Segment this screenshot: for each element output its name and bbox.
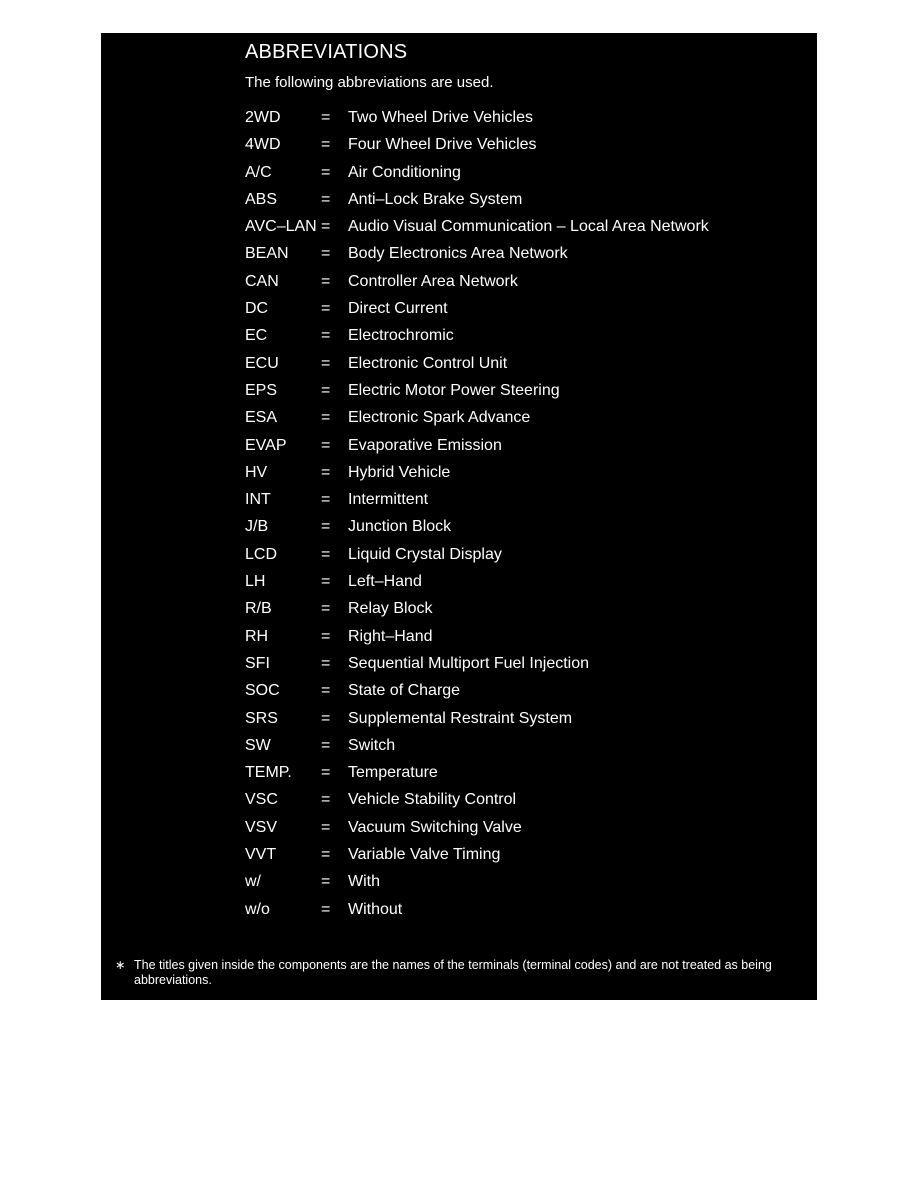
equals-sign: = (321, 573, 331, 591)
abbreviation-term: SOC (245, 682, 280, 700)
abbreviation-meaning: Temperature (348, 764, 438, 782)
abbreviation-meaning: Electronic Spark Advance (348, 409, 531, 427)
abbreviation-meaning: Without (348, 900, 403, 918)
equals-sign: = (321, 109, 331, 126)
abbreviation-term: ESA (245, 409, 278, 427)
equals-sign: = (321, 764, 331, 782)
equals-sign: = (321, 818, 331, 836)
abbreviation-term: w/o (245, 900, 270, 918)
abbreviation-meaning: Variable Valve Timing (348, 846, 501, 864)
abbreviation-meaning: Junction Block (348, 518, 452, 536)
equals-sign: = (321, 436, 331, 454)
abbreviation-term: RH (245, 627, 269, 645)
footnote-text: The titles given inside the components are the names of the terminals (terminal codes) and are not treated as being abbreviations. (134, 958, 772, 987)
abbreviation-term: VVT (245, 846, 277, 864)
equals-sign: = (321, 300, 331, 318)
abbreviation-term: LCD (245, 545, 278, 563)
equals-sign: = (321, 600, 331, 618)
abbreviation-meaning: Body Electronics Area Network (348, 245, 568, 263)
abbreviation-term: SRS (245, 709, 278, 727)
abbreviation-term: AVC–LAN (245, 218, 317, 236)
abbreviation-term: ABS (245, 190, 278, 208)
equals-sign: = (321, 136, 331, 154)
footnote-marker: ∗ (115, 958, 126, 972)
abbreviation-term: INT (245, 491, 271, 509)
equals-sign: = (321, 545, 331, 563)
abbreviation-term: 4WD (245, 136, 281, 154)
equals-sign: = (321, 163, 331, 181)
abbreviation-meaning: Evaporative Emission (348, 436, 502, 454)
abbreviation-meaning: Audio Visual Communication – Local Area Network (348, 218, 709, 236)
abbreviation-meaning: Relay Block (348, 600, 433, 618)
equals-sign: = (321, 190, 331, 208)
abbreviation-term: CAN (245, 272, 279, 290)
equals-sign: = (321, 682, 331, 700)
equals-sign: = (321, 518, 331, 536)
equals-sign: = (321, 900, 331, 918)
abbreviation-term: w/ (245, 873, 261, 891)
equals-sign: = (321, 736, 331, 754)
intro-text: The following abbreviations are used. (245, 74, 494, 91)
abbreviation-term: ECU (245, 354, 279, 372)
page-title: ABBREVIATIONS (245, 41, 408, 63)
abbreviation-term: VSC (245, 791, 278, 809)
abbreviation-meaning: Liquid Crystal Display (348, 545, 502, 563)
equals-sign: = (321, 245, 331, 263)
equals-sign: = (321, 627, 331, 645)
abbreviation-meaning: Sequential Multiport Fuel Injection (348, 654, 590, 672)
abbreviation-term: HV (245, 463, 268, 481)
abbreviation-meaning: Switch (348, 736, 396, 754)
abbreviation-meaning: Four Wheel Drive Vehicles (348, 136, 537, 154)
abbreviation-term: J/B (245, 518, 269, 536)
abbreviation-meaning: Left–Hand (348, 573, 422, 591)
abbreviation-term: SFI (245, 654, 270, 672)
abbreviation-meaning: Air Conditioning (348, 163, 461, 181)
abbreviation-meaning: Two Wheel Drive Vehicles (348, 109, 533, 126)
abbreviation-meaning: Electronic Control Unit (348, 354, 508, 372)
equals-sign: = (321, 654, 331, 672)
equals-sign: = (321, 491, 331, 509)
abbreviation-meaning: Vacuum Switching Valve (348, 818, 522, 836)
abbreviation-term: LH (245, 573, 266, 591)
abbreviation-term: SW (245, 736, 271, 754)
equals-sign: = (321, 272, 331, 290)
abbreviations-panel (101, 33, 817, 1000)
abbreviation-meaning: Direct Current (348, 300, 448, 318)
abbreviation-term: TEMP. (245, 764, 292, 782)
abbreviation-meaning: Anti–Lock Brake System (348, 190, 523, 208)
abbreviation-meaning: Hybrid Vehicle (348, 463, 451, 481)
equals-sign: = (321, 463, 331, 481)
abbreviation-term: DC (245, 300, 269, 318)
abbreviation-meaning: With (348, 873, 380, 891)
equals-sign: = (321, 218, 331, 236)
abbreviation-meaning: Controller Area Network (348, 272, 518, 290)
abbreviation-term: R/B (245, 600, 272, 618)
abbreviation-term: VSV (245, 818, 278, 836)
abbreviation-term: EVAP (245, 436, 287, 454)
equals-sign: = (321, 791, 331, 809)
equals-sign: = (321, 709, 331, 727)
abbreviation-meaning: State of Charge (348, 682, 461, 700)
abbreviation-meaning: Intermittent (348, 491, 429, 509)
abbreviation-term: BEAN (245, 245, 289, 263)
abbreviation-meaning: Supplemental Restraint System (348, 709, 573, 727)
abbreviation-term: A/C (245, 163, 272, 181)
equals-sign: = (321, 381, 331, 399)
abbreviation-meaning: Electric Motor Power Steering (348, 381, 560, 399)
abbreviation-meaning: Vehicle Stability Control (348, 791, 517, 809)
equals-sign: = (321, 409, 331, 427)
equals-sign: = (321, 354, 331, 372)
abbreviation-term: 2WD (245, 109, 281, 126)
abbreviation-term: EC (245, 327, 268, 345)
equals-sign: = (321, 846, 331, 864)
abbreviation-meaning: Right–Hand (348, 627, 433, 645)
equals-sign: = (321, 327, 331, 345)
abbreviation-term: EPS (245, 381, 278, 399)
abbreviation-meaning: Electrochromic (348, 327, 454, 345)
equals-sign: = (321, 873, 331, 891)
